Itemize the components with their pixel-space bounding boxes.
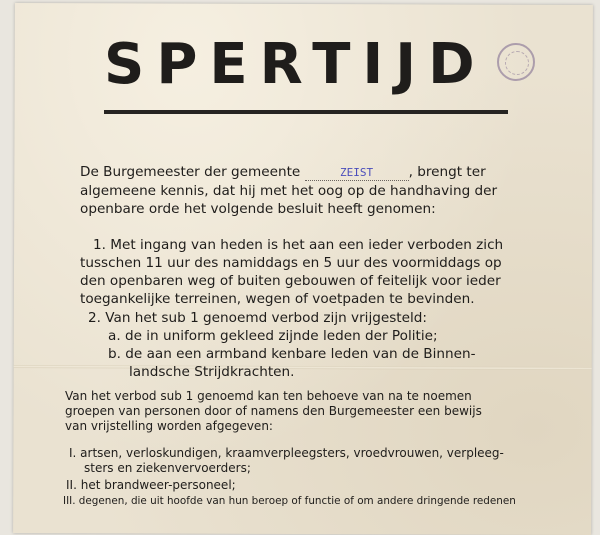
group-1-line-1: I. artsen, verloskundigen, kraamverpleegsters, vroedvrouwen, verpleeg- [69,446,504,460]
exemption-line-3: van vrijstelling worden afgegeven: [65,419,273,433]
group-1-line-2: sters en ziekenvervoerders; [84,461,251,475]
intro-line-3: openbare orde het volgende besluit heeft genomen: [80,201,436,217]
group-2: II. het brandweer-personeel; [66,478,236,492]
intro-line-1: De Burgemeester der gemeente ZEIST , brengt ter [80,164,486,180]
article-1-line-4: toegankelijke terreinen, wegen of voetpaden te bevinden. [80,291,475,307]
poster-title: SPERTIJD [104,32,487,97]
article-1-line-2: tusschen 11 uur des namiddags en 5 uur des voormiddags op [80,255,502,271]
ink-stamp [497,43,535,81]
group-3: III. degenen, die uit hoofde van hun beroep of functie of om andere dringende redenen [63,495,516,507]
municipality-field: ZEIST [305,166,409,181]
paper-fold [14,365,592,370]
exemption-line-1: Van het verbod sub 1 genoemd kan ten behoeve van na te noemen [65,389,472,403]
exemption-line-2: groepen van personen door of namens den Burgemeester een bewijs [65,404,482,418]
article-2-line-4: landsche Strijdkrachten. [129,364,295,380]
article-2-line-1: 2. Van het sub 1 genoemd verbod zijn vrijgesteld: [88,310,427,326]
article-2-line-2: a. de in uniform gekleed zijnde leden der Politie; [108,328,438,344]
title-underline [104,110,508,114]
article-1-line-3: den openbaren weg of buiten gebouwen of feitelijk voor ieder [80,273,501,289]
article-1-line-1: 1. Met ingang van heden is het aan een ieder verboden zich [93,237,504,253]
intro-line-2: algemeene kennis, dat hij met het oog op de handhaving der [80,183,498,199]
article-2-line-3: b. de aan een armband kenbare leden van de Binnen- [108,346,476,362]
